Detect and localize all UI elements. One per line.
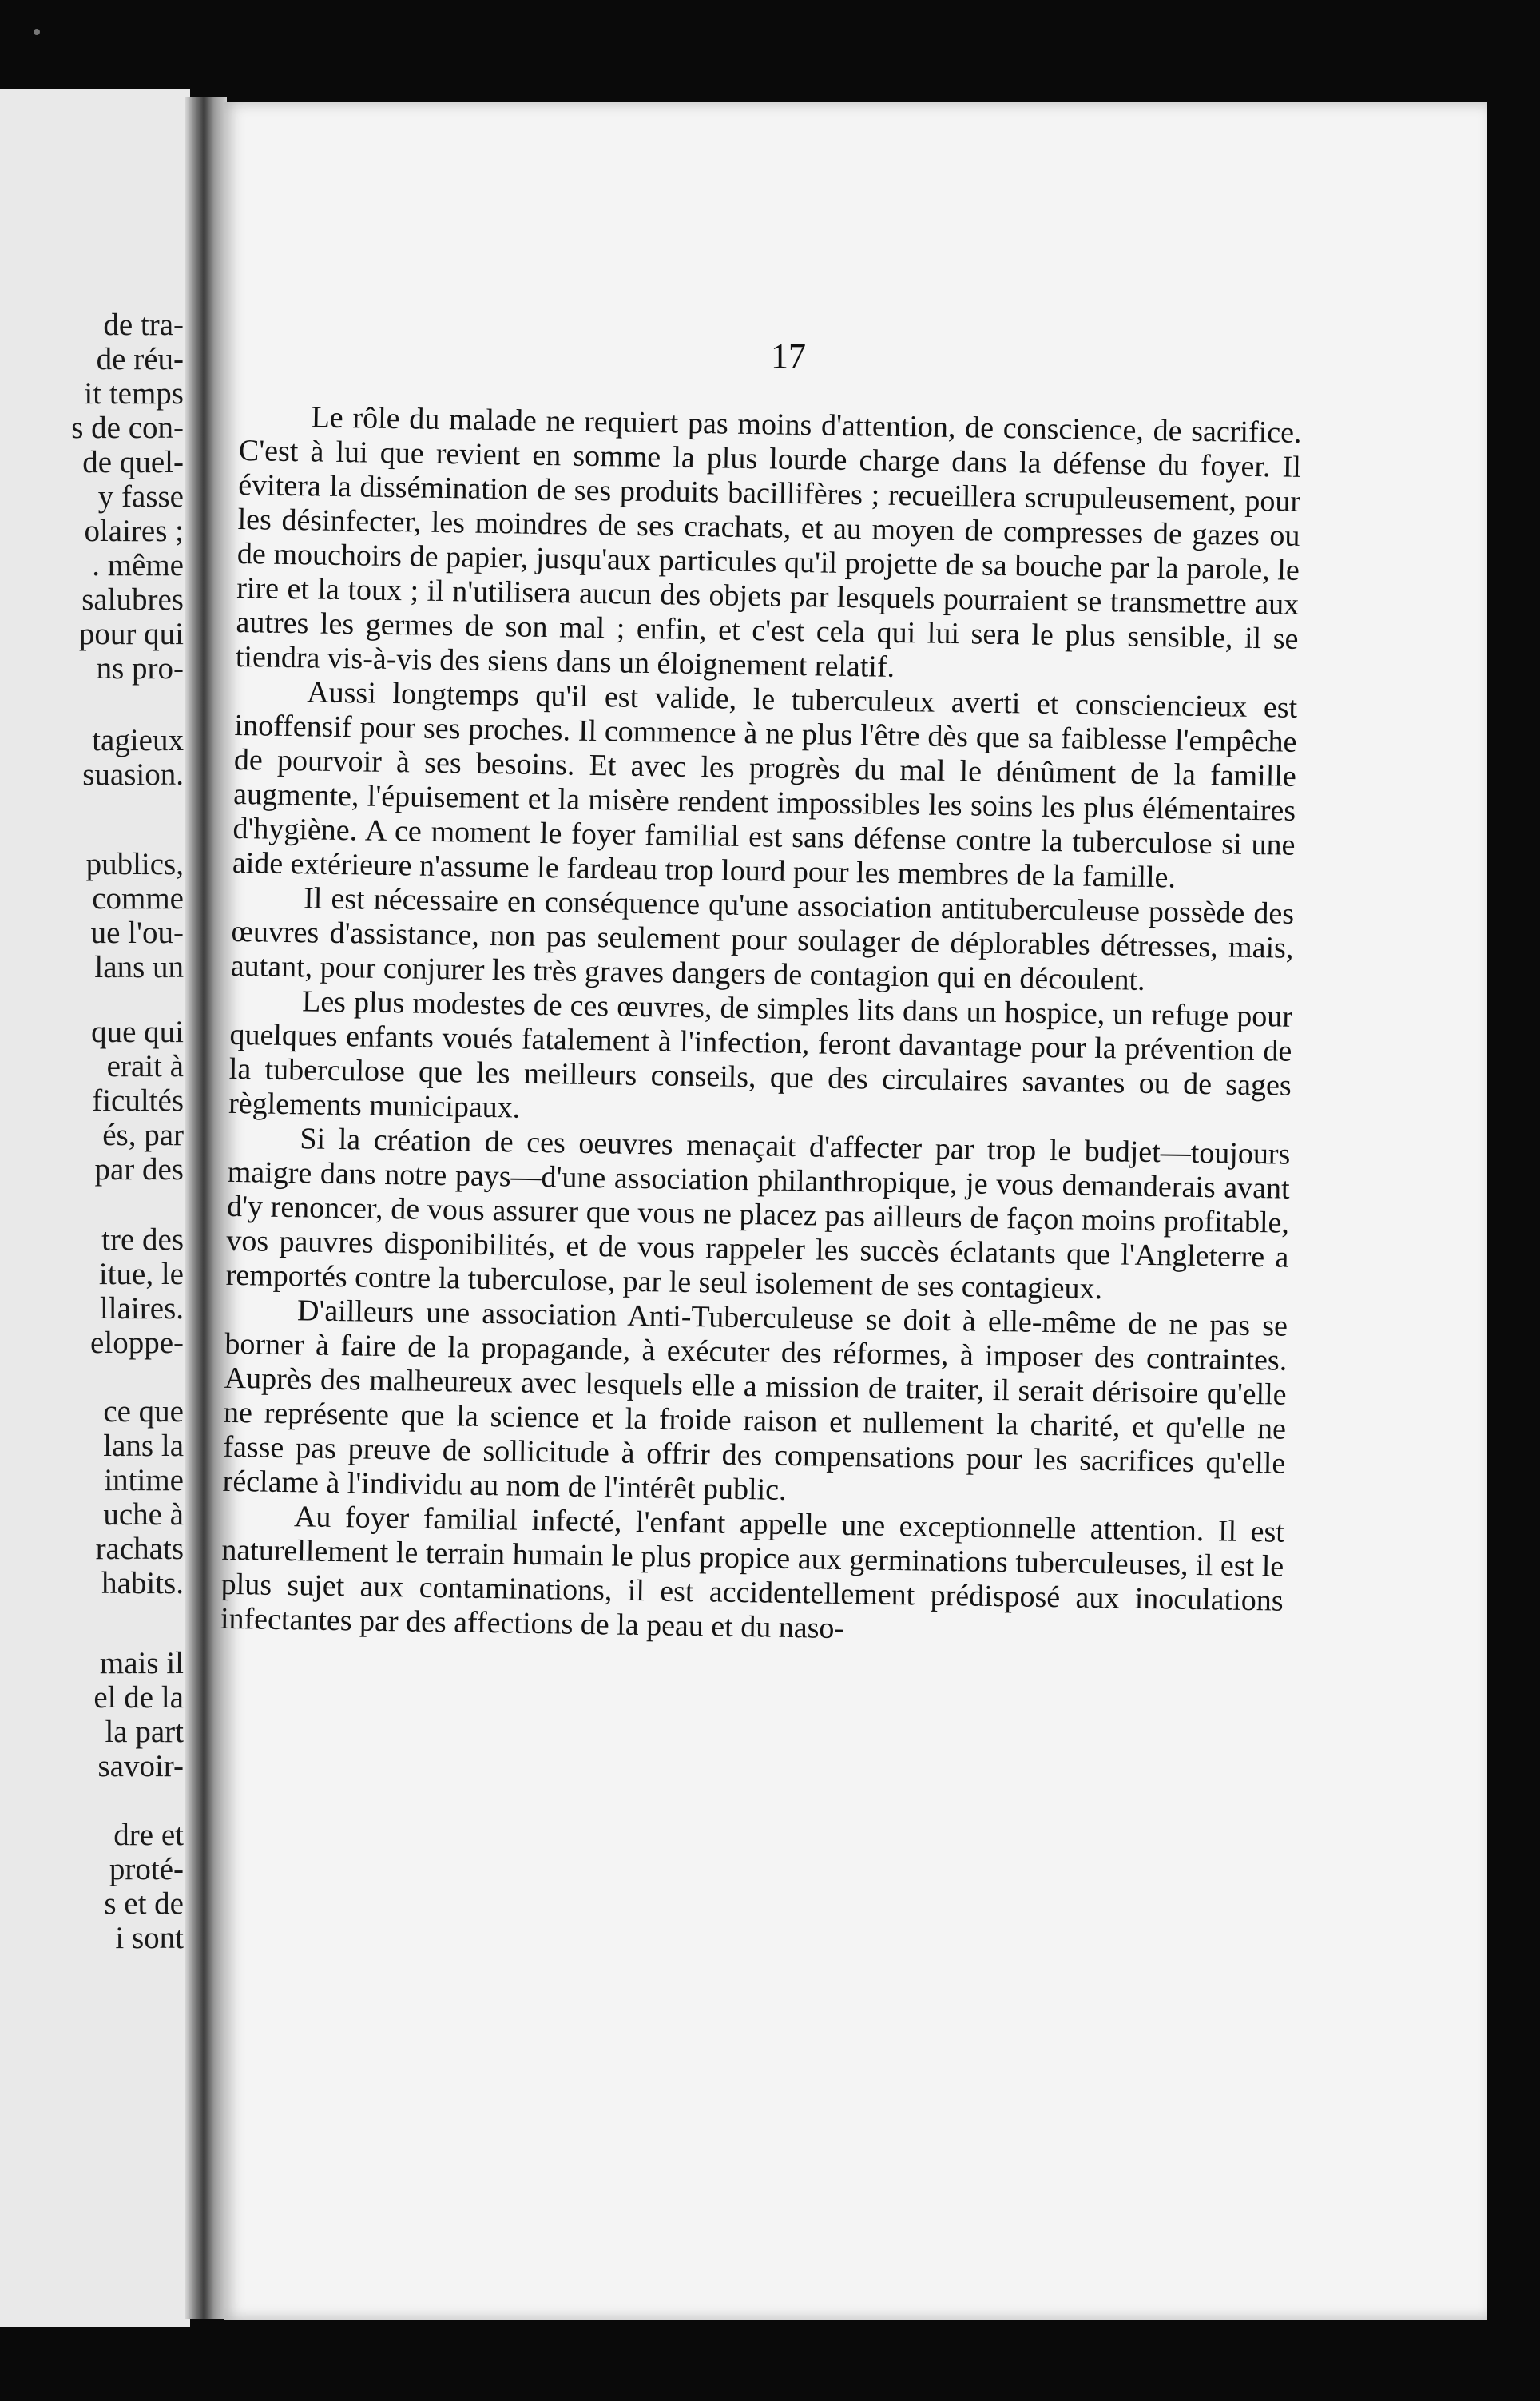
left-page-text-fragment: intime bbox=[104, 1463, 184, 1497]
left-page-text-fragment: suasion. bbox=[82, 757, 184, 792]
left-page-text-fragment: pour qui bbox=[78, 617, 184, 651]
left-page-text-fragment: la part bbox=[105, 1715, 184, 1749]
left-page-text-fragment: . même bbox=[92, 548, 184, 582]
scan-dust-speck bbox=[34, 29, 40, 35]
left-page-text-fragment: i sont bbox=[115, 1921, 184, 1955]
left-page-text-fragment: savoir- bbox=[97, 1749, 184, 1783]
left-page-text-fragment: ns pro- bbox=[96, 651, 184, 686]
left-page-text-fragment: itue, le bbox=[98, 1257, 184, 1291]
left-page-text-fragment: de quel- bbox=[82, 445, 184, 479]
left-page-text-fragment: proté- bbox=[109, 1852, 184, 1886]
left-page-fragment bbox=[0, 89, 190, 2327]
left-page-text-fragment: s de con- bbox=[71, 411, 184, 445]
left-page-text-fragment: lans un bbox=[94, 950, 184, 984]
left-page-text-fragment: uche à bbox=[103, 1497, 184, 1532]
left-page-text-fragment: salubres bbox=[81, 582, 184, 617]
book-binding-gutter bbox=[185, 97, 227, 2319]
left-page-text-fragment: s et de bbox=[104, 1886, 184, 1921]
left-page-text-fragment: llaires. bbox=[99, 1291, 184, 1326]
left-page-text-fragment: publics, bbox=[85, 847, 184, 881]
left-page-text-fragment: comme bbox=[92, 881, 184, 916]
left-page-text-fragment: ficultés bbox=[92, 1083, 184, 1118]
left-page-text-fragment: habits. bbox=[101, 1566, 184, 1600]
left-page-text-fragment: y fasse bbox=[97, 479, 184, 514]
paragraph: Aussi longtemps qu'il est valide, le tuberculeux averti et consciencieux est inoffensif pour ses proches. Il commence à ne plus l'être dès que sa faiblesse l'empêche de pourvoir à ses besoins. Et avec les progrès du mal le dénûment de la famille augmente, l'épuisement et la misère rendent impossibles les soins les plus élémentaires d'hygiène. A ce moment le foyer familial est sans défense contre la tuberculose si une aide extérieure n'assume le fardeau trop lourd pour les membres de la famille. bbox=[232, 675, 1298, 895]
paragraph: Au foyer familial infecté, l'enfant appelle une exceptionnelle attention. Il est naturellement le terrain humain le plus propice aux germinations tuberculeuses, il est le plus sujet aux contaminations, il est accidentellement prédisposé aux inoculations infectantes par des affections de la peau et du naso- bbox=[220, 1500, 1285, 1646]
left-page-text-fragment: tre des bbox=[101, 1222, 184, 1257]
left-page-text-fragment: ce que bbox=[103, 1394, 184, 1429]
left-page-text-fragment: par des bbox=[94, 1152, 184, 1187]
left-page-text-fragment: ue l'ou- bbox=[90, 916, 184, 950]
paragraph: D'ailleurs une association Anti-Tuberculeuse se doit à elle-même de ne pas se borner à faire de la propagande, à exécuter des réformes, à imposer des contraintes. Auprès des malheureux avec lesquels elle a mission de traiter, il serait dérisoire qu'elle ne représente que la science et la froide raison et nullement la charité, et qu'elle ne fasse pas preuve de sollicitude à offrir des compensations pour les sacrifices qu'elle réclame à l'individu au nom de l'intérêt public. bbox=[222, 1294, 1288, 1507]
left-page-text-fragment: de tra- bbox=[103, 308, 184, 342]
left-page-text-fragment: it temps bbox=[84, 376, 184, 411]
left-page-text-fragment: mais il bbox=[99, 1646, 184, 1680]
left-page-text-fragment: dre et bbox=[113, 1818, 184, 1852]
left-page-text-fragment: rachats bbox=[95, 1532, 184, 1566]
paragraph: Il est nécessaire en conséquence qu'une association antituberculeuse possède des œuvres d'assistance, non pas seulement pour soulager de déplorables détresses, mais, autant, pour conjurer les très graves dangers de contagion qui en découlent. bbox=[230, 881, 1295, 997]
left-page-text-fragment: eloppe- bbox=[90, 1326, 184, 1360]
body-text bbox=[220, 400, 1302, 1653]
paragraph: Le rôle du malade ne requiert pas moins d'attention, de conscience, de sacrifice. C'est à lui que revient en somme la plus lourde charge dans la défense du foyer. Il évitera la dissémination de ses produits bacillifères ; recueillera scrupuleusement, pour les désinfecter, les moindres de ses crachats, et au moyen de compresses de gazes ou de mouchoirs de papier, jusqu'aux particules qu'il projette de sa bouche par la parole, le rire et la toux ; il n'utilisera aucun des objets par lesquels pourraient se transmettre aux autres les germes de son mal ; enfin, et c'est cela qui lui sera le plus sensible, il se tiendra vis-à-vis des siens dans un éloignement relatif. bbox=[235, 400, 1302, 684]
left-page-text-fragment: és, par bbox=[102, 1118, 184, 1152]
left-page-text-fragment: tagieux bbox=[92, 723, 184, 757]
left-page-text-fragment: lans la bbox=[103, 1429, 184, 1463]
left-page-text-fragment: que qui bbox=[91, 1015, 184, 1049]
left-page-text-fragment: olaires ; bbox=[84, 514, 184, 548]
left-page-text-fragment: el de la bbox=[93, 1680, 184, 1715]
paragraph: Si la création de ces oeuvres menaçait d'affecter par trop le budjet—toujours maigre dans notre pays—d'une association philanthropique, je vous demanderais avant d'y renoncer, de vous assurer que vous ne placez pas ailleurs de façon moins profitable, vos pauvres disponibilités, et de vous rappeler les succès éclatants que l'Angleterre a remportés contre la tuberculose, par le seul isolement de ses contagieux. bbox=[225, 1122, 1291, 1306]
left-page-text-fragment: de réu- bbox=[96, 342, 184, 376]
page-number: 17 bbox=[771, 336, 806, 376]
left-page-text-fragment: erait à bbox=[106, 1049, 184, 1083]
paragraph: Les plus modestes de ces œuvres, de simples lits dans un hospice, un refuge pour quelques enfants voués fatalement à l'infection, feront davantage pour la prévention de la tuberculose que les meilleurs conseils, que des circulaires savantes ou de sages règlements municipaux. bbox=[228, 984, 1293, 1125]
